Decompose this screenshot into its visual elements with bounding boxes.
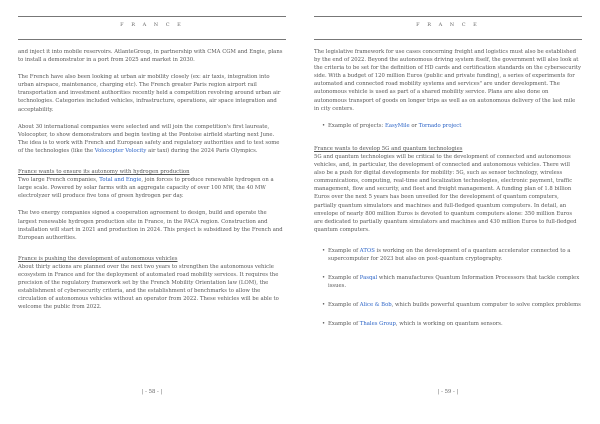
page-number: | - 58 - | (141, 389, 163, 395)
pasqal-link[interactable]: Pasqal (359, 275, 378, 282)
header-top-rule (18, 16, 286, 17)
list-item (314, 274, 582, 290)
alice-bob-link[interactable]: Alice & Bob (359, 302, 392, 309)
list-item (314, 301, 582, 309)
paragraph: and inject it into mobile reservoirs. AtlanteGroup, in partnership with CMA CGM and Engie, plans to install a demonstrator in a port from 2025 and market in 2030. (18, 49, 283, 64)
list-item-text: , which builds powerful quantum computer to solve complex problems (391, 302, 581, 309)
paragraph-text: air taxi) during the 2024 Paris Olympics. (146, 147, 258, 154)
header-bottom-rule (314, 39, 582, 40)
easymile-link[interactable]: EasyMile (384, 122, 410, 129)
right-page (314, 0, 582, 424)
list-item-text: Example of projects: (328, 122, 385, 129)
list-item-text: Example of (328, 275, 360, 282)
list-item-text: is working on the development of a quantum accelerator connected to a supercomputer for 2023 but also on post-quantum cryptography. (328, 247, 571, 262)
list-item-text: or (409, 122, 419, 129)
list-item (314, 320, 582, 328)
paragraph: The two energy companies signed a cooperation agreement to design, build and operate the largest renewable hydrogen production site in France, in the PACA region. Construction and installation will start in 2021 and production in 2024. This project is subsidized by the French and European authorities. (18, 210, 283, 241)
thales-group-link[interactable]: Thales Group (359, 321, 396, 328)
list-item-text: which manufactures Quantum Information Processors that tackle complex issues. (328, 275, 580, 290)
section-heading-hydrogen: France wants to ensure its autonomy with hydrogen production (18, 169, 190, 176)
page-body (18, 48, 286, 320)
page-header (314, 0, 582, 40)
header-title: F R A N C E (416, 22, 480, 28)
paragraph-text: About 30 international companies were selected and will join the competition's first laureate, Volocopter, to show demonstrators and begin testing at the Pontoise airfield starting next June. The idea is to work with French and European safety and regulatory authorities and to test some of the technologies (like the (18, 123, 280, 154)
section-heading-autonomous: France is pushing the development of autonomous vehicles (18, 255, 178, 262)
page-body (314, 48, 582, 339)
paragraph: About thirty actions are planned over the next two years to strengthen the autonomous vehicle ecosystem in France and for the deployment of automated road mobility services. It requires the precision of the regulatory framework set by the French Mobility Orientation law (LOM), the establishment of cybersecurity criteria, and the establishment of benchmarks to allow the circulation of autonomous vehicles without an operator from 2022. These vehicles will be able to welcome the public from 2022. (18, 263, 279, 311)
paragraph (18, 176, 286, 200)
left-page (18, 0, 286, 424)
total-engie-link[interactable]: Total and Engie (99, 177, 142, 184)
paragraph: The French have also been looking at urban air mobility closely (ex: air taxis, integration into urban airspace, maintenance, charging etc). The French greater Paris region airport rail transportation and investment authorities recently held a competition revolving around urban air technologies. Categories included vehicles, infrastructure, operations, air space integration and acceptability. (18, 74, 281, 113)
header-title: F R A N C E (120, 22, 184, 28)
list-item (314, 247, 582, 263)
section-heading-5g-quantum: France wants to develop 5G and quantum technologies (314, 145, 463, 152)
tornado-project-link[interactable]: Tornado project (418, 122, 462, 129)
page-number: | - 59 - | (437, 389, 459, 395)
paragraph-text: Two large French companies, (18, 177, 100, 184)
volocopter-link[interactable]: Volocopter Volocity (94, 147, 147, 154)
list-item-text: Example of (328, 321, 360, 328)
list-item (314, 122, 582, 130)
paragraph (18, 123, 286, 155)
header-bottom-rule (18, 39, 286, 40)
paragraph: The legislative framework for use cases concerning freight and logistics must also be established by the end of 2022. Beyond the autonomous driving system itself, the government will also look at the criteria to be set for the definition of HD cards and certification standards on the cybersecurity side. With a budget of 120 million Euros (public and private funding), a series of experiments for automated and connected road mobility systems and services" are under development. The autonomous vehicle is used as part of a shared mobility service. Plans are also done on autonomous transport of goods on longer trips as well as on autonomous delivery of the last mile in city centers. (314, 49, 581, 112)
header-top-rule (314, 16, 582, 17)
atos-link[interactable]: ATOS (359, 247, 375, 254)
list-item-text: Example of (328, 247, 360, 254)
list-item-text: Example of (328, 302, 360, 309)
paragraph-text: , join forces to produce renewable hydrogen on a large scale. Powered by solar farms with an aggregate capacity of over 100 MW, the 40 MW electrolyzer will produce five tons of green hydrogen per day. (18, 177, 274, 200)
page-header (18, 0, 286, 40)
paragraph: 5G and quantum technologies will be critical to the development of connected and autonomous vehicles, and, in particular, the development of connected and autonomous vehicles. There will also be a push for digital developments for mobility: 5G, such as sensor technology, wireless communications, computing, real-time and localization technologies, electronic payment, traffic management, flow and security, and fleet and freight management. A funding plan of 1.8 billion Euros over the next 5 years has been unveiled for the development of quantum computers, partially quantum simulators and machines and full-fledged quantum computers. In detail, an envelope of nearly 800 million Euros is devoted to quantum computers alone: 350 million Euros are dedicated to partially quantum simulators and machines and 430 million Euros to full-fledged quantum computers. (314, 153, 577, 233)
bullet-list (314, 122, 582, 130)
list-item-text: , which is working on quantum sensors. (395, 321, 503, 328)
bullet-list (314, 247, 582, 329)
